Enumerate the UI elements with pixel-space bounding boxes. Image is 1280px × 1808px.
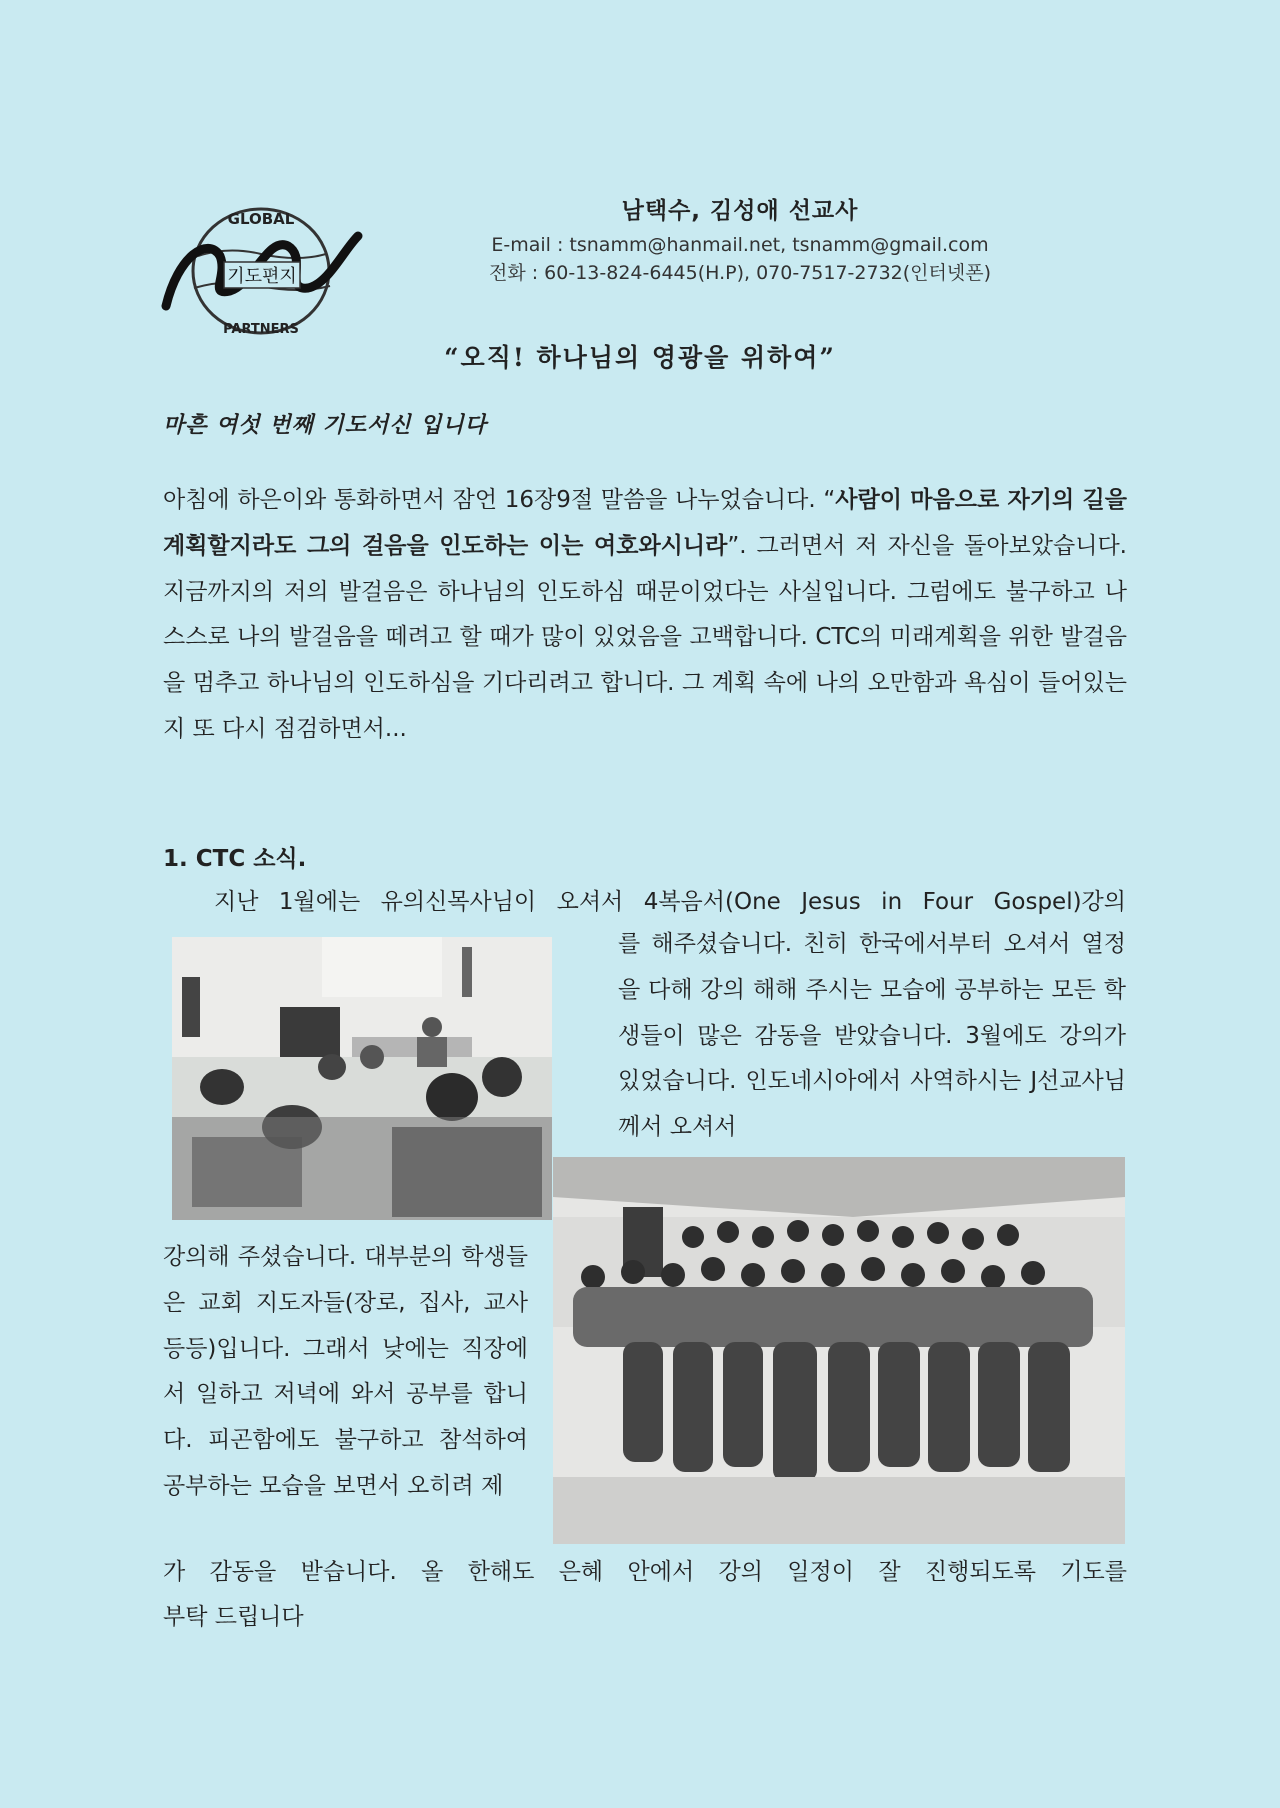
section-title: 1. CTC 소식. [163,846,307,872]
logo-bottom-text: PARTNERS [223,322,299,337]
section-left-column: 강의해 주셨습니다. 대부분의 학생들은 교회 지도자들(장로, 집사, 교사 등등)입니다. 그래서 낮에는 직장에서 일하고 저녁에 와서 공부를 합니다. 피곤함에도 불구하고 참석하여 공부하는 모습을 보면서 오히려 제 [163,1244,528,1499]
closing-line-2: 부탁 드립니다 [163,1604,304,1630]
phone-line: 전화 : 60-13-824-6445(H.P), 070-7517-2732(인터넷폰) [488,262,991,284]
section-closing [163,1550,1127,1640]
group-photo [553,1157,1125,1544]
motto-heading: “오직! 하나님의 영광을 위하여” [444,343,836,372]
section-first-line: 지난 1월에는 유의신목사님이 오셔서 4복음서(One Jesus in Four Gospel)강의 [214,889,1126,915]
section-right-column: 를 해주셨습니다. 친히 한국에서부터 오셔서 열정을 다해 강의 해해 주시는 모습에 공부하는 모든 학생들이 많은 감동을 받았습니다. 3월에도 강의가 있었습니다. 인도네시아에서 사역하시는 J선교사님께서 오셔서 [618,931,1126,1141]
intro-bold-verse: 사람이 마음으로 자기의 길을 계획할지라도 그의 걸음을 인도하는 이는 여호와시니라 [163,487,1127,559]
closing-line-1: 가 감동을 받습니다. 올 한해도 은혜 안에서 강의 일정이 잘 진행되도록 기도를 [163,1559,1127,1585]
intro-before: 아침에 하은이와 통화하면서 잠언 16장9절 말씀을 나누었습니다. “ [163,487,836,513]
global-partners-logo [158,196,368,346]
classroom-photo [172,937,552,1220]
letter-header [440,192,1040,287]
intro-paragraph [163,478,1127,753]
letter-subtitle: 마흔 여섯 번째 기도서신 입니다 [163,412,487,438]
logo-emblem [158,196,368,346]
logo-top-text: GLOBAL [227,210,295,228]
missionary-names: 남택수, 김성애 선교사 [621,198,859,224]
intro-after: ”. 그러면서 저 자신을 돌아보았습니다. 지금까지의 저의 발걸음은 하나님의 인도하심 때문이었다는 사실입니다. 그럼에도 불구하고 나 스스로 나의 발걸음을 떼려고 할 때가 많이 있었음을 고백합니다. CTC의 미래계획을 위한 발걸음을 멈추고 하나님의 인도하심을 기다리려고 합니다. 그 계획 속에 나의 오만함과 욕심이 들어있는지 또 다시 점검하면서... [163,532,1127,742]
logo-center-text: 기도편지 [227,266,297,287]
email-line: E-mail : tsnamm@hanmail.net, tsnamm@gmail.com [491,234,989,256]
